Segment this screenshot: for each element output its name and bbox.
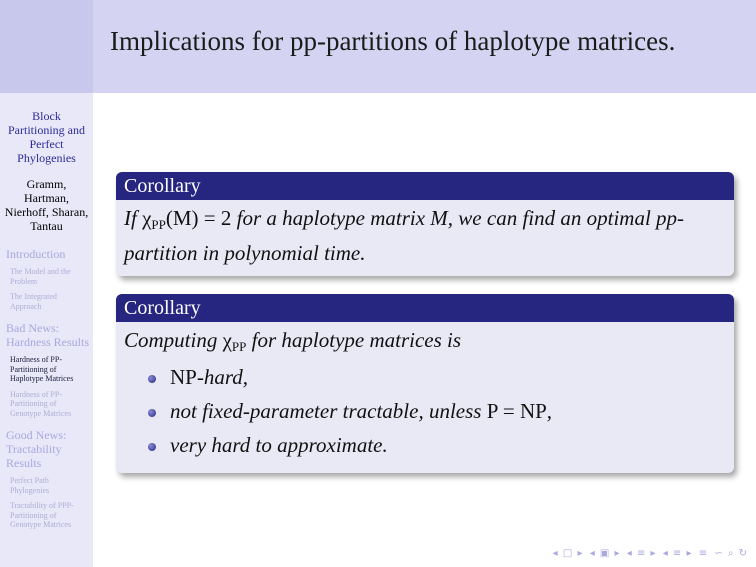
corollary-2-text-b: for haplotype matrices is xyxy=(246,328,462,352)
corollary-1-math: (M) = 2 xyxy=(165,206,232,230)
toc-section-tractability[interactable]: Good News: Tractability Results xyxy=(6,428,67,470)
list-item xyxy=(146,431,726,460)
list-item-text: very hard to approximate. xyxy=(170,433,388,457)
header-bar xyxy=(0,0,756,93)
toc-sub-integrated[interactable]: The Integrated Approach xyxy=(10,292,57,311)
corollary-1-body xyxy=(116,200,734,276)
header-corner xyxy=(0,0,93,93)
corollary-block-2 xyxy=(116,294,734,473)
corollary-2-body xyxy=(116,322,734,473)
table-of-contents xyxy=(0,247,93,530)
toc-section-hardness[interactable]: Bad News: Hardness Results xyxy=(6,321,89,349)
corollary-2-title: Corollary xyxy=(116,294,734,322)
corollary-1-text-c: , we can find an optimal pp-partition in polynomial time. xyxy=(124,206,685,265)
p-equals-np: P = NP xyxy=(486,399,547,423)
corollary-block-1 xyxy=(116,172,734,276)
toc-sub-tractability-ppp[interactable]: Tractability of PPP-Partitioning of Genotype Matrices xyxy=(10,501,74,529)
nav-subsection-icon[interactable]: ◂ ▣ ▸ xyxy=(589,548,621,559)
nav-frame-icon[interactable]: ◂ □ ▸ xyxy=(552,548,584,559)
matrix-symbol: M xyxy=(430,206,448,230)
nav-section-icon-2[interactable]: ◂ ≡ ▸ xyxy=(662,548,693,559)
list-item xyxy=(146,363,726,392)
toc-sub-hardness-haplotype[interactable]: Hardness of PP-Partitioning of Haplotype Matrices xyxy=(10,355,74,383)
toc-sub-hardness-genotype[interactable]: Hardness of PP-Partitioning of Genotype Matrices xyxy=(10,389,72,418)
corollary-2-text-a: Computing xyxy=(124,328,223,352)
toc-section-introduction[interactable]: Introduction xyxy=(6,247,66,261)
toc-sub-perfect-path[interactable]: Perfect Path Phylogenies xyxy=(10,476,50,495)
beamer-navigation xyxy=(551,548,748,559)
nav-appendix-icon[interactable]: ≡ xyxy=(698,548,709,559)
chi-subscript: PP xyxy=(151,217,166,232)
corollary-2-intro xyxy=(124,326,726,361)
list-item-text: , xyxy=(546,399,553,423)
frame-title: Implications for pp-partitions of haplotype matrices. xyxy=(110,26,676,56)
corollary-1-title: Corollary xyxy=(116,172,734,200)
list-item-text: not fixed-parameter tractable, unless xyxy=(170,399,487,423)
list-item xyxy=(146,397,726,426)
corollary-1-text-a: If xyxy=(124,206,143,230)
sidebar-authors: Gramm, Hartman, Nierhoff, Sharan, Tantau xyxy=(4,177,89,233)
chi-subscript: PP xyxy=(231,339,247,354)
nav-section-icon[interactable]: ◂ ≡ ▸ xyxy=(626,548,657,559)
chi-symbol: χ xyxy=(222,328,232,352)
sidebar xyxy=(0,93,93,567)
nav-search-icon[interactable]: ∽ ⌕ ↻ xyxy=(714,548,748,559)
np-term: NP xyxy=(170,365,197,389)
toc-sub-model[interactable]: The Model and the Problem xyxy=(10,267,71,286)
chi-symbol: χ xyxy=(142,206,152,230)
list-item-text: -hard, xyxy=(196,365,248,389)
corollary-1-text-b: for a haplotype matrix xyxy=(231,206,431,230)
sidebar-talk-title[interactable]: Block Partitioning and Perfect Phylogenies xyxy=(8,109,85,165)
corollary-2-list xyxy=(124,363,726,460)
